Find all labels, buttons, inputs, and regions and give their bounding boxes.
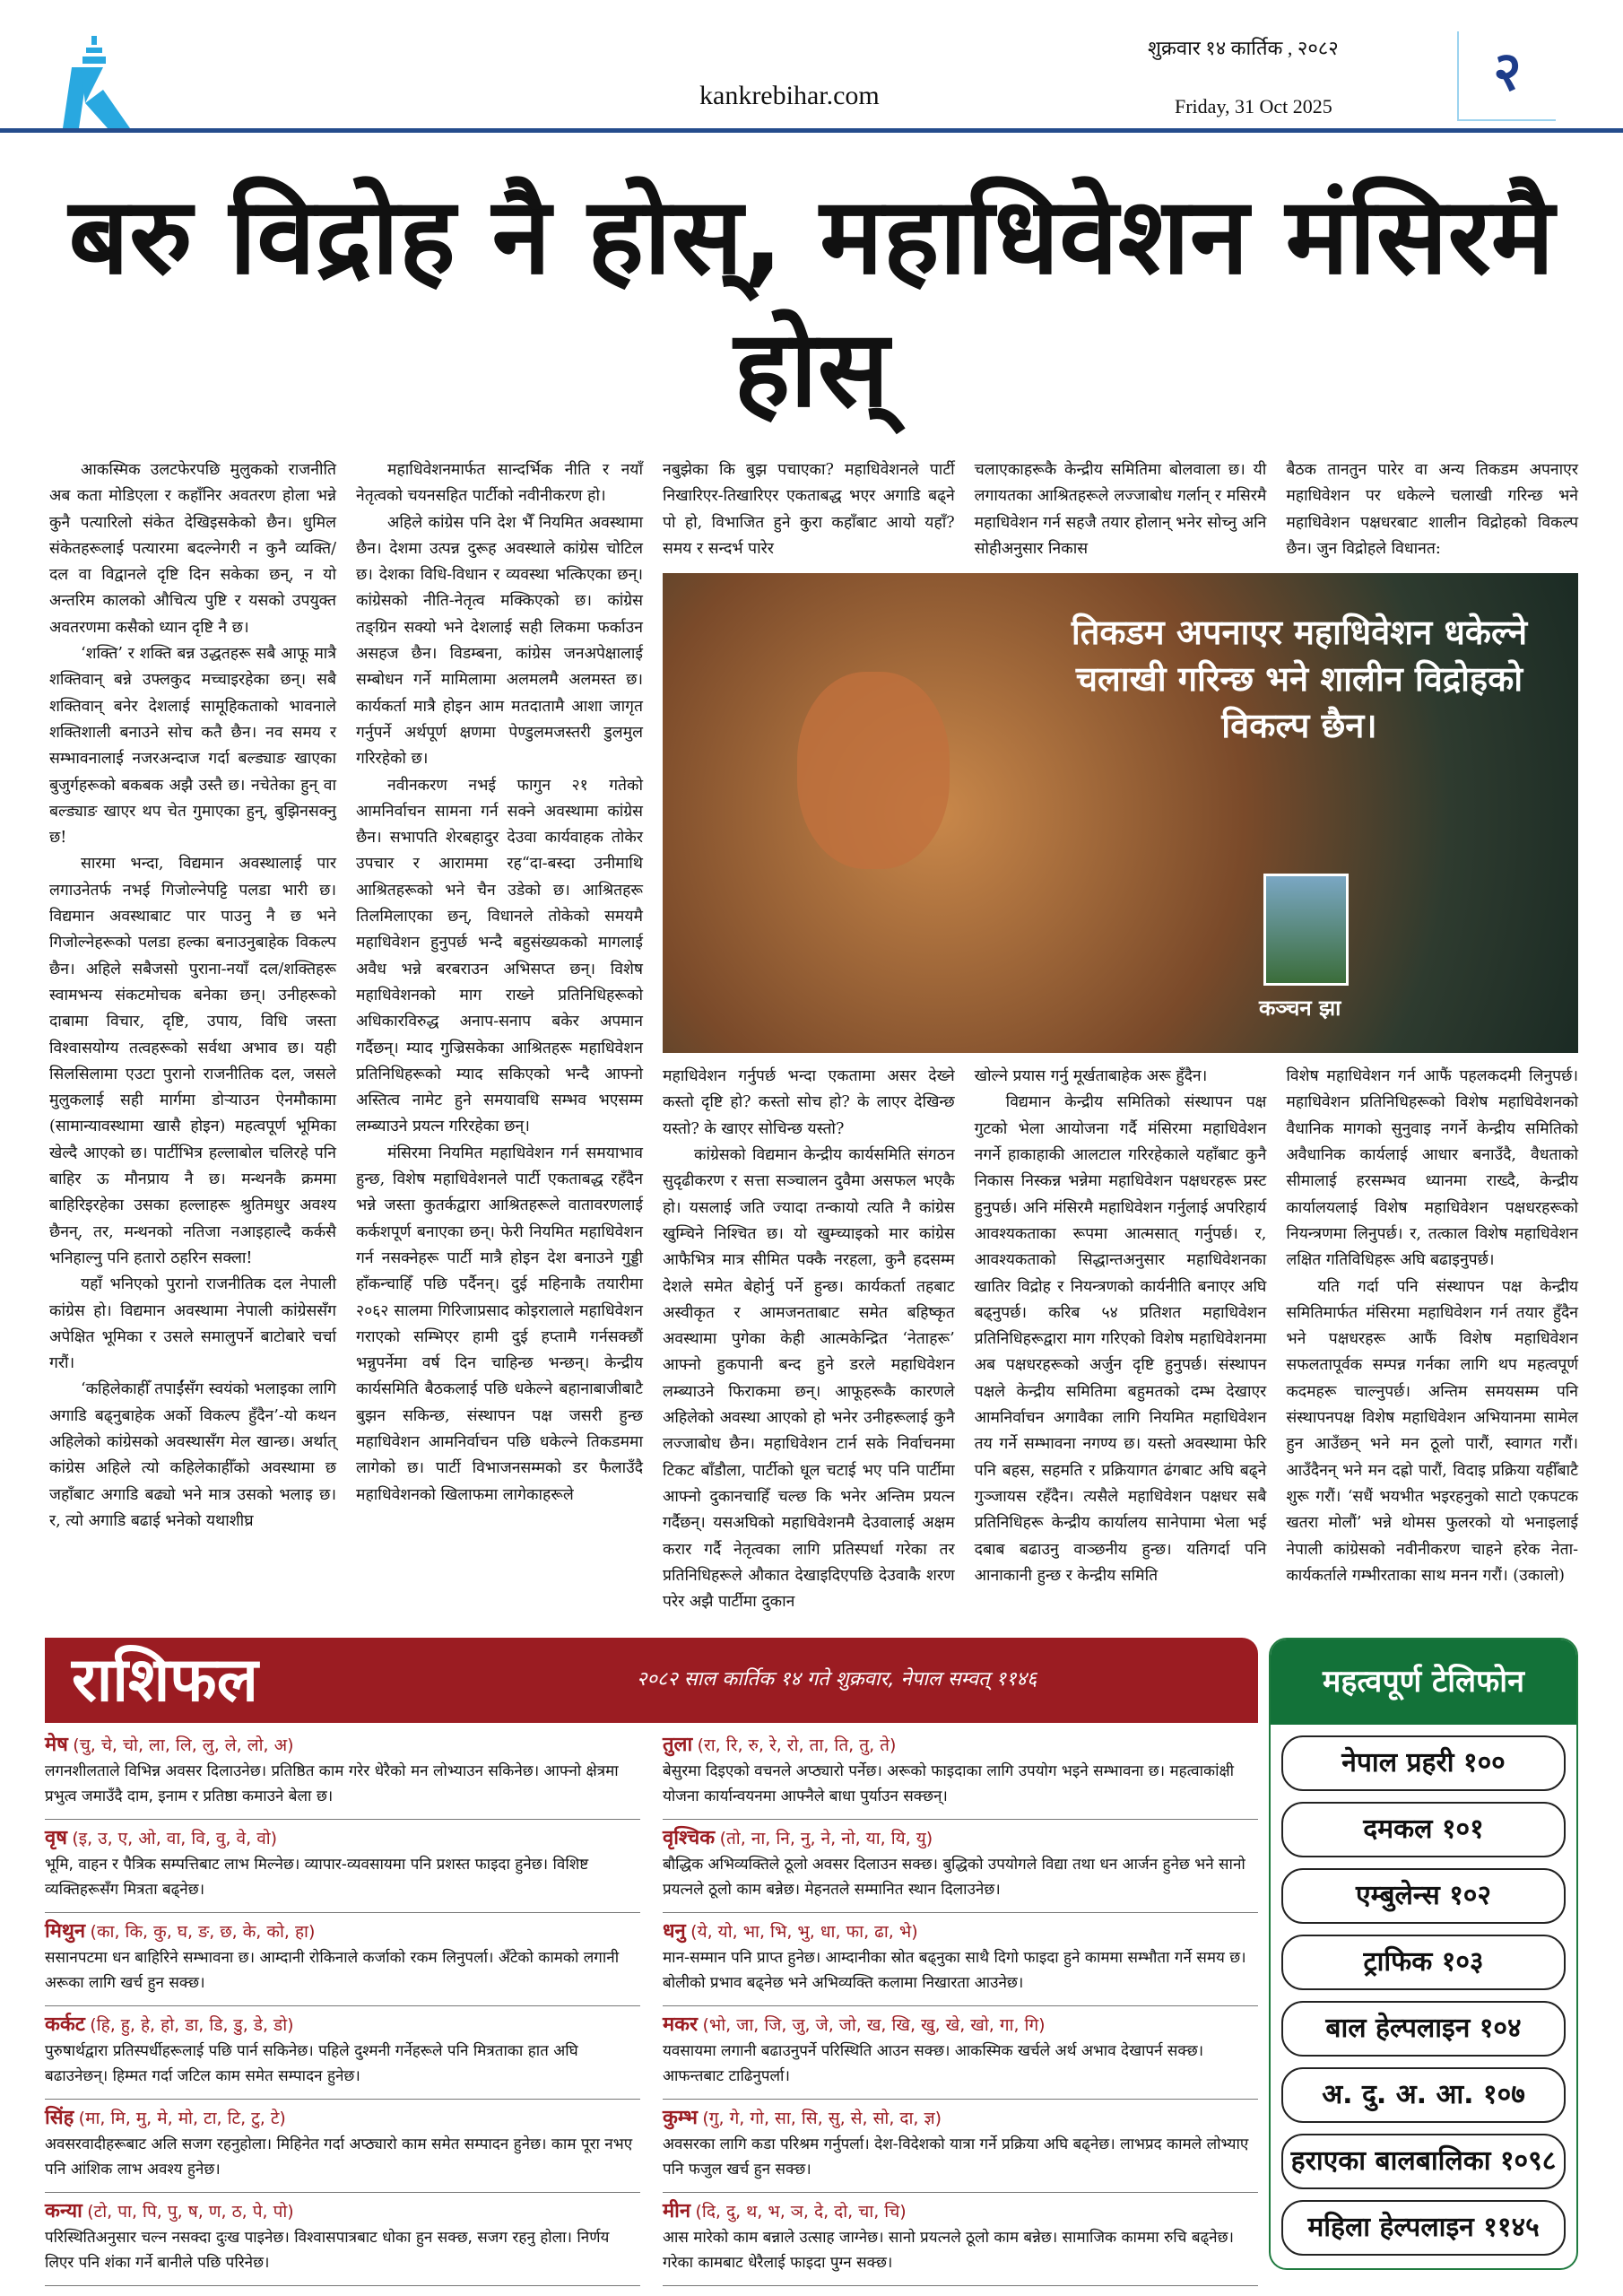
article-body [49,457,1578,1615]
sign-letters: (दि, दु, थ, भ, ञ, दे, दो, चा, चि) [695,2202,907,2222]
sign-name: वृश्चिक [663,1827,716,1850]
phone-number-item: बाल हेल्पलाइन १०४ [1281,2001,1566,2057]
sign-letters: (का, कि, कु, घ, ङ, छ, के, को, हा) [90,1922,316,1943]
paragraph: बैठक तानतुन पारेर वा अन्य तिकडम अपनाएर महाधिवेशन पर धकेल्ने चलाखी गरिन्छ भने महाधिवेशन पक्षधरबाट शालीन विद्रोहको विकल्प छैन। जुन विद्रोहले विधानत: [1286,461,1579,558]
sign-letters: (भो, जा, जि, जु, जे, जो, ख, खि, खु, खे, खो, गा, गि) [702,2015,1046,2036]
phone-number-item: अ. दु. अ. आ. १०७ [1281,2067,1566,2123]
horoscope-item [663,2012,1258,2100]
sign-text: अवसरवादीहरूबाट अलि सजग रहनुहोला। मिहिनेत गर्दा अप्ठ्यारो काम समेत सम्पादन हुनेछ। काम पूरा नभए पनि आंशिक लाभ अवश्य हुनेछ। [45,2135,633,2179]
rashifal-title: राशिफल [72,1645,258,1717]
paragraph: कांग्रेसको विद्यमान केन्द्रीय कार्यसमिति संगठन सुदृढीकरण र सत्ता सञ्चालन दुवैमा असफल भएकै हो। यसलाई जति ज्यादा तन्कायो त्यति नै कांग्रेस खुम्चिने निश्चित छ। यो खुम्च्याइको मार कांग्रेस आफैभित्र मात्र सीमित पक्कै नरहला, कुनै हदसम्म देशले समेत बेहोर्नु पर्ने हुन्छ। कार्यकर्ता तहबाट अस्वीकृत र आमजनताबाट समेत बहिष्कृत अवस्थामा पुगेका केही आत्मकेन्द्रित ‘नेताहरू’ आफ्नो हुकपानी बन्द हुने डरले महाधिवेशन लम्ब्याउने फिराकमा छन्। आफूहरूकै कारणले अहिलेको अवस्था आएको हो भनेर उनीहरूलाई कुनै लज्जाबोध छैन। महाधिवेशन टार्न सके निर्वाचनमा टिकट बाँडौला, पार्टीको धूल चटाई भए पनि पार्टीमा आफ्नो दुकानचाहिँ चल्छ कि भनेर अन्तिम प्रयत्न गर्दैछन्। यसअघिको महाधिवेशनमै देउवालाई अक्षम करार गर्दै नेतृत्वका लागि प्रतिस्पर्धा गरेका तर प्रतिनिधिहरूले औकात देखाइदिएपछि देउवाकै शरण परेर अझै पार्टीमा दुकान [663,1146,955,1612]
website-url: kankrebihar.com [699,81,880,110]
header-rule [0,128,1623,133]
protester-illustration [797,672,950,869]
author-name: कञ्चन झा [1259,996,1341,1022]
horoscope-item [45,1918,640,2006]
phone-number-item: एम्बुलेन्स १०२ [1281,1868,1566,1924]
sign-text: परिस्थितिअनुसार चल्न नसक्दा दुःख पाइनेछ। विश्वासपात्रबाट धोका हुन सक्छ, सजग रहनु होला। निर्णय लिएर पनि शंका गर्ने बानीले पछि परिनेछ। [45,2229,610,2273]
rashifal-section [45,1638,1258,2292]
paragraph: सारमा भन्दा, विद्यमान अवस्थालाई पार लगाउनेतर्फ नभई गिजोल्नेपट्टि पलडा भारी छ। विद्यमान अवस्थाबाट पार पाउनु नै छ भने गिजोल्नेहरूको पलडा हल्का बनाउनुबाहेक विकल्प छैन। अहिले सबैजसो पुराना-नयाँ दल/शक्तिहरू स्वामभन्य संकटमोचक बनेका छन्। उनीहरूको दाबामा विचार, दृष्टि, उपाय, विधि जस्ता विश्वासयोग्य तत्वहरूको सर्वथा अभाव छ। यही सिलसिलामा एउटा पुरानो राजनीतिक दल, जसले मुलुकलाई सही मार्गमा डोऱ्याउन ऐनमौकामा (सामान्यावस्थामा खासै होइन) महत्वपूर्ण भूमिका खेल्दै आएको छ। पार्टीभित्र हल्लाबोल चलिरहे पनि बाहिर ऊ मौनप्राय नै छ। मन्थनकै क्रममा बाहिरिइरहेका उसका हल्लाहरू श्रुतिमधुर अवश्य छैनन्, तर, मन्थनको नतिजा नआइहाल्दै कर्कसै भनिहाल्नु पनि हतारो ठहरिन सक्ला! [49,855,336,1267]
date-english: Friday, 31 Oct 2025 [1175,95,1332,117]
article-column-3-top [663,457,955,562]
horoscope-item [663,2105,1258,2193]
sign-letters: (मा, मि, मु, मे, मो, टा, टि, टु, टे) [78,2109,286,2129]
sign-text: पुरुषार्थद्वारा प्रतिस्पर्धीहरूलाई पछि पार्न सकिनेछ। पहिले दुश्मनी गर्नेहरूले पनि मित्रताका हात अघि बढाउनेछन्। हिम्मत गर्दा जटिल काम समेत सम्पादन हुनेछ। [45,2042,578,2086]
phone-number-list [1271,1735,1576,2256]
rashifal-date: २०८२ साल कार्तिक १४ गते शुक्रवार, नेपाल सम्वत् ११४६ [637,1668,1037,1692]
sign-name: कन्या [45,2200,82,2223]
sign-name: सिंह [45,2107,74,2130]
sign-text: बौद्धिक अभिव्यक्तिले ठूलो अवसर दिलाउन सक्छ। बुद्धिको उपयोगले विद्या तथा धन आर्जन हुनेछ भने सानो प्रयत्नले ठूलो काम बन्नेछ। मेहनतले सम्मानित स्थान दिलाउनेछ। [663,1856,1245,1900]
article-top-columns [663,457,1578,562]
sign-letters: (रा, रि, रु, रे, रो, ता, ति, तु, ते) [697,1735,897,1756]
sign-name: तुला [663,1734,693,1757]
paragraph: नवीनकरण नभई फागुन २१ गतेको आमनिर्वाचन सामना गर्न सक्ने अवस्थामा कांग्रेस छैन। सभापति शेरबहादुर देउवा कार्यवाहक तोकेर उपचार र आराममा रह“दा-बस्दा उनीमाथि आश्रितहरूको भने चैन उडेको छ। आश्रितहरू तिलमिलाएका छन्, विधानले तोकेको समयमै महाधिवेशन हुनुपर्छ भन्दै बहुसंख्यकको मागलाई अवैध भन्ने बरबराउन अभिसप्त छन्। विशेष महाधिवेशनको माग राख्ने प्रतिनिधिहरूको अधिकारविरुद्ध अनाप-सनाप बकेर अपमान गर्दैछन्। म्याद गुज्रिसकेका आश्रितहरू महाधिवेशन प्रतिनिधिहरूको म्याद सकिएको भन्दै आफ्नो अस्तित्व नामेट हुने समयावधि सम्भव भएसम्म लम्ब्याउने प्रयत्न गरिरहेका छन्। [356,776,643,1136]
phone-number-item: हराएका बालबालिका १०९८ [1281,2134,1566,2189]
bottom-section [45,1638,1578,2292]
paragraph: ‘शक्ति’ र शक्ति बन्न उद्धतहरू सबै आफू मात्रै शक्तिवान् बन्ने उफ्लकुद मच्चाइरहेका छन्। सबै शक्तिवान् बनेर देशलाई सामूहिकताको भावनाले शक्तिशाली बनाउने सोच कतै छैन। नव समय र सम्भावनालाई नजरअन्दाज गर्दा बल्ड्याङ खाएका बुजुर्गहरूको बकबक अझै उस्तै छ। नचेतेका हुन् वा बल्ड्याङ खाएर थप चेत गुमाएका हुन्, बुझिनसक्नु छ! [49,645,336,848]
horoscope-item [45,2198,640,2286]
sign-name: वृष [45,1827,67,1850]
sign-letters: (हि, हु, हे, हो, डा, डि, डु, डे, डो) [90,2015,294,2036]
sign-name: मिथुन [45,1920,86,1944]
article-column-5-top [1286,457,1578,562]
horoscope-columns [45,1732,1258,2292]
article-column-3-bottom [663,1064,955,1615]
sign-name: मीन [663,2200,691,2223]
paragraph: चलाएकाहरूकै केन्द्रीय समितिमा बोलवाला छ। यी लगायतका आश्रितहरूले लज्जाबोध गर्लान् र मसिरमै महाधिवेशन गर्न सहजै तयार होलान् भनेर सोच्नु अनि सोहीअनुसार निकास [974,461,1267,558]
horoscope-right-column [663,1732,1258,2292]
sign-text: लगनशीलताले विभिन्न अवसर दिलाउनेछ। प्रतिष्ठित काम गरेर धेरैको मन लोभ्याउन सकिनेछ। आफ्नो क्षेत्रमा प्रभुत्व जमाउँदै दाम, इनाम र प्रतिष्ठा कमाउने बेला छ। [45,1762,619,1806]
horoscope-item [45,2105,640,2193]
phone-number-item: नेपाल प्रहरी १०० [1281,1735,1566,1791]
paragraph: अहिले कांग्रेस पनि देश भैँ नियमित अवस्थामा छैन। देशमा उत्पन्न दुरूह अवस्थाले कांग्रेस चोटिल छ। देशका विधि-विधान र व्यवस्था भत्किएका छन्। कांग्रेसको नीति-नेतृत्व मक्किएको छ। कांग्रेस तङ्ग्रिन सक्यो भने देशलाई सही लिकमा फर्काउन असहज छैन। विडम्बना, कांग्रेस जनअपेक्षालाई सम्बोधन गर्ने मामिलामा अलमलमै अलमस्त छ। कार्यकर्ता मात्रै होइन आम मतदातामै आशा जागृत गर्नुपर्ने अर्थपूर्ण क्षणमा पेण्डुलमजस्तरी डुलमुल गरिरहेको छ। [356,513,643,769]
sign-name: कर्कट [45,2013,85,2037]
article-column-5-bottom [1286,1064,1578,1589]
article-column-1 [49,457,336,1535]
sign-text: मान-सम्मान पनि प्राप्त हुनेछ। आम्दानीका स्रोत बढ्नुका साथै दिगो फाइदा हुने काममा सम्भौता गर्ने समय छ। बोलीको प्रभाव बढ्नेछ भने अभिव्यक्ति कलामा निखारता आउनेछ। [663,1949,1246,1993]
article-right-area [663,457,1578,1615]
sign-text: अवसरका लागि कडा परिश्रम गर्नुपर्ला। देश-विदेशको यात्रा गर्ने प्रक्रिया अघि बढ्नेछ। लाभप्रद कामले लोभ्याए पनि फजुल खर्च हुन सक्छ। [663,2135,1249,2179]
pull-quote: तिकडम अपनाएर महाधिवेशन धकेल्ने चलाखी गरिन्छ भने शालीन विद्रोहको विकल्प छैन। [1071,613,1528,746]
sign-name: मेष [45,1734,68,1757]
paragraph: मंसिरमा नियमित महाधिवेशन गर्न समयाभाव हुन्छ, विशेष महाधिवेशनले पार्टी एकताबद्ध रहँदैन भन्ने जस्ता कुतर्कद्वारा आश्रितहरूले वातावरणलाई कर्कशपूर्ण बनाएका छन्। फेरी नियमित महाधिवेशन गर्न नसक्नेहरू पार्टी मात्रै होइन देश बनाउने गुड्डी हाँकन्चाहिँ पछि पर्दैनन्। दुई महिनाकै तयारीमा २०६२ सालमा गिरिजाप्रसाद कोइरालाले महाधिवेशन गराएको सम्भिएर हामी दुई हप्तामै गर्नसक्छौं भन्नुपर्नेमा वर्ष दिन चाहिन्छ भन्छन्। केन्द्रीय कार्यसमिति बैठकलाई पछि धकेल्ने बहानाबाजीबाटै बुझन सकिन्छ, संस्थापन पक्ष जसरी हुन्छ महाधिवेशन आमनिर्वाचन पछि धकेल्ने तिकडममा लागेको छ। पार्टी विभाजनसम्मको डर फैलाउँदै महाधिवेशनको खिलाफमा लागेकाहरूले [356,1144,643,1504]
sign-text: बेसुरमा दिइएको वचनले अप्ठ्यारो पर्नेछ। अरूको फाइदाका लागि उपयोग भइने सम्भावना छ। महत्वाकांक्षी योजना कार्यान्वयनमा आफ्नैले बाधा पुर्याउन सक्छन्। [663,1762,1235,1806]
sign-name: धनु [663,1920,686,1944]
paragraph: विद्यमान केन्द्रीय समितिको संस्थापन पक्ष गुटको भेला आयोजना गर्दै मंसिरमा महाधिवेशन नगर्ने हाकाहाकी आलटाल गरिरहेकाले यहाँबाट कुनै निकास निस्कन्न भन्नेमा महाधिवेशन पक्षधरहरू प्रस्ट हुनुपर्छ। अनि मंसिरमै महाधिवेशन गर्नुलाई अपरिहार्य आवश्यकताका रूपमा आत्मसात् गर्नुपर्छ। र, आवश्यकताको सिद्धान्तअनुसार महाधिवेशनका खातिर विद्रोह र नियन्त्रणको कार्यनीति बनाएर अघि बढ्नुपर्छ। करिब ५४ प्रतिशत महाधिवेशन प्रतिनिधिहरूद्वारा माग गरिएको विशेष महाधिवेशनमा अब पक्षधरहरूको अर्जुन दृष्टि हुनुपर्छ। संस्थापन पक्षले केन्द्रीय समितिमा बहुमतको दम्भ देखाएर आमनिर्वाचन अगावैका लागि नियमित महाधिवेशन तय गर्ने सम्भावना नगण्य छ। यस्तो अवस्थामा फेरि पनि बहस, सहमति र प्रक्रियागत ढंगबाट अघि बढ्ने गुञ्जायस रहँदैन। त्यसैले महाधिवेशन पक्षधर सबै प्रतिनिधिहरू केन्द्रीय कार्यालय सानेपामा भेला भई दबाब बढाउनु वाञ्छनीय हुन्छ। यतिगर्दा पनि आनाकानी हुन्छ र केन्द्रीय समिति [974,1093,1267,1585]
page-header [0,0,1623,135]
sign-name: मकर [663,2013,699,2037]
sign-text: यवसायमा लगानी बढाउनुपर्ने परिस्थिति आउन सक्छ। आकस्मिक खर्चले अर्थ अभाव देखापर्न सक्छ। आफन्तबाट टाढिनुपर्ला। [663,2042,1204,2086]
sign-letters: (तो, ना, नि, नु, ने, नो, या, यि, यु) [719,1829,933,1849]
horoscope-item [663,1732,1258,1820]
important-phone-box [1269,1638,1578,2270]
phone-number-item: महिला हेल्पलाइन ११४५ [1281,2200,1566,2256]
paragraph: यति गर्दा पनि संस्थापन पक्ष केन्द्रीय समितिमार्फत मंसिरमा महाधिवेशन गर्न तयार हुँदैन भने पक्षधरहरू आफैं विशेष महाधिवेशन सफलतापूर्वक सम्पन्न गर्नका लागि थप महत्वपूर्ण कदमहरू चाल्नुपर्छ। अन्तिम समयसम्म पनि संस्थापनपक्ष विशेष महाधिवेशन अभियानमा सामेल हुन आउँछन् भने मन ठूलो पारौं, स्वागत गरौं। आउँदैनन् भने मन दह्रो पारौं, विदाइ प्रक्रिया यहीँबाटै शुरू गरौं। ‘सधैं भयभीत भइरहनुको साटो एकपटक खतरा मोलौं’ भन्ने थोमस फुलरको यो भनाइलाई नेपाली कांग्रेसको नवीनीकरण चाहने हरेक नेता-कार्यकर्ताले गम्भीरताका साथ मनन गरौं। (उकालो) [1286,1277,1579,1585]
paragraph: नबुझेका कि बुझ पचाएका? महाधिवेशनले पार्टी निखारिएर-तिखारिएर एकताबद्ध भएर अगाडि बढ्ने पो हो, विभाजित हुने कुरा कहाँबाट आयो यहाँ? समय र सन्दर्भ पारेर [663,461,955,558]
article-column-2 [356,457,643,1509]
sign-letters: (टो, पा, पि, पु, ष, ण, ठ, पे, पो) [87,2202,294,2222]
horoscope-item [45,2012,640,2100]
sign-text: आस मारेको काम बन्नाले उत्साह जाग्नेछ। सानो प्रयत्नले ठूलो काम बन्नेछ। सामाजिक काममा रुचि बढ्नेछ। गरेका कामबाट धेरैलाई फाइदा पुग्न सक्छ। [663,2229,1234,2273]
page-number: २ [1457,31,1556,121]
author-photo [1263,874,1349,986]
article-illustration [663,573,1578,1053]
horoscope-item [663,1825,1258,1913]
paragraph: ‘कहिलेकाहीँ तपाईंसँग स्वयंको भलाइका लागि अगाडि बढ्नुबाहेक अर्को विकल्प हुँदैन’-यो कथन अहिलेको कांग्रेसको अवस्थासँग मेल खान्छ। अर्थात् कांग्रेस अहिले त्यो कहिलेकाहीँको अवस्थामा छ जहाँबाट अगाडि बढ्यो भने मात्र उसको भलाइ छ। र, त्यो अगाडि बढाई भनेको यथाशीघ्र [49,1380,336,1530]
horoscope-left-column [45,1732,640,2292]
article-column-4-top [975,457,1267,562]
sign-letters: (चु, चे, चो, ला, लि, लु, ले, लो, अ) [73,1735,294,1756]
phone-box-title: महत्वपूर्ण टेलिफोन [1271,1639,1576,1725]
newspaper-logo [54,31,143,130]
paragraph: महाधिवेशन गर्नुपर्छ भन्दा एकतामा असर देख्ने कस्तो दृष्टि हो? कस्तो सोच हो? के लाएर देखिन्छ यस्तो? के खाएर सोचिन्छ यस्तो? [663,1067,955,1138]
horoscope-item [663,2198,1258,2286]
date-nepali: शुक्रवार १४ कार्तिक , २०८२ [1148,37,1339,59]
horoscope-item [45,1732,640,1820]
rashifal-banner [45,1638,1258,1723]
sign-name: कुम्भ [663,2107,698,2130]
paragraph: विशेष महाधिवेशन गर्न आफैं पहलकदमी लिनुपर्छ। महाधिवेशन प्रतिनिधिहरूको विशेष महाधिवेशनको वैधानिक मागको सुनुवाइ नगर्ने केन्द्रीय समितिको अवैधानिक कार्यलाई आधार बनाउँदै, वैधताको सीमालाई हरसम्भव ध्यानमा राख्दै, केन्द्रीय कार्यालयलाई विशेष महाधिवेशन पक्षधरहरूको नियन्त्रणमा लिनुपर्छ। र, तत्काल विशेष महाधिवेशन लक्षित गतिविधिहरू अघि बढाइनुपर्छ। [1286,1067,1579,1270]
sign-text: भूमि, वाहन र पैत्रिक सम्पत्तिबाट लाभ मिल्नेछ। व्यापार-व्यवसायमा पनि प्रशस्त फाइदा हुनेछ। विशिष्ट व्यक्तिहरूसँग मित्रता बढ्नेछ। [45,1856,589,1900]
horoscope-item [45,1825,640,1913]
sign-letters: (ये, यो, भा, भि, भु, धा, फा, ढा, भे) [690,1922,918,1943]
phone-number-item: दमकल १०१ [1281,1802,1566,1857]
paragraph: आकस्मिक उलटफेरपछि मुलुकको राजनीति अब कता मोडिएला र कहाँनिर अवतरण होला भन्ने कुनै पत्यारिलो संकेत देखिइसकेको छैन। धुमिल संकेतहरूलाई पत्यारमा बदल्नेगरी न कुनै व्यक्ति/दल वा विद्वानले दृष्टि दिन सकेका छन्, न यो अन्तरिम कालको औचित्य पुष्टि र यसको उपयुक्त अवतरणमा कसैको ध्यान दृष्टि नै छ। [49,461,336,637]
sign-letters: (इ, उ, ए, ओ, वा, वि, वु, वे, वो) [72,1829,278,1849]
sign-letters: (गु, गे, गो, सा, सि, सु, से, सो, दा, ज्ञ) [702,2109,942,2129]
article-column-4-bottom [975,1064,1267,1589]
phone-number-item: ट्राफिक १०३ [1281,1935,1566,1990]
sign-text: ससानपटमा धन बाहिरिने सम्भावना छ। आम्दानी रोकिनाले कर्जाको रकम लिनुपर्ला। अँटेको कामको लगानी अरूका लागि खर्च हुन सक्छ। [45,1949,620,1993]
headline: बरु विद्रोह नै होस्, महाधिवेशन मंसिरमै होस् [68,174,1555,430]
paragraph: खोल्ने प्रयास गर्नु मूर्खताबाहेक अरू हुँदैन। [974,1067,1208,1086]
paragraph: यहाँ भनिएको पुरानो राजनीतिक दल नेपाली कांग्रेस हो। विद्यमान अवस्थामा नेपाली कांग्रेससँग अपेक्षित भूमिका र उसले समालुपर्ने बाटोबारे चर्चा गरौं। [49,1275,336,1373]
paragraph: महाधिवेशनमार्फत सान्दर्भिक नीति र नयाँ नेतृत्वको चयनसहित पार्टीको नवीनीकरण हो। [356,461,643,506]
horoscope-item [663,1918,1258,2006]
article-bottom-columns [663,1064,1578,1615]
